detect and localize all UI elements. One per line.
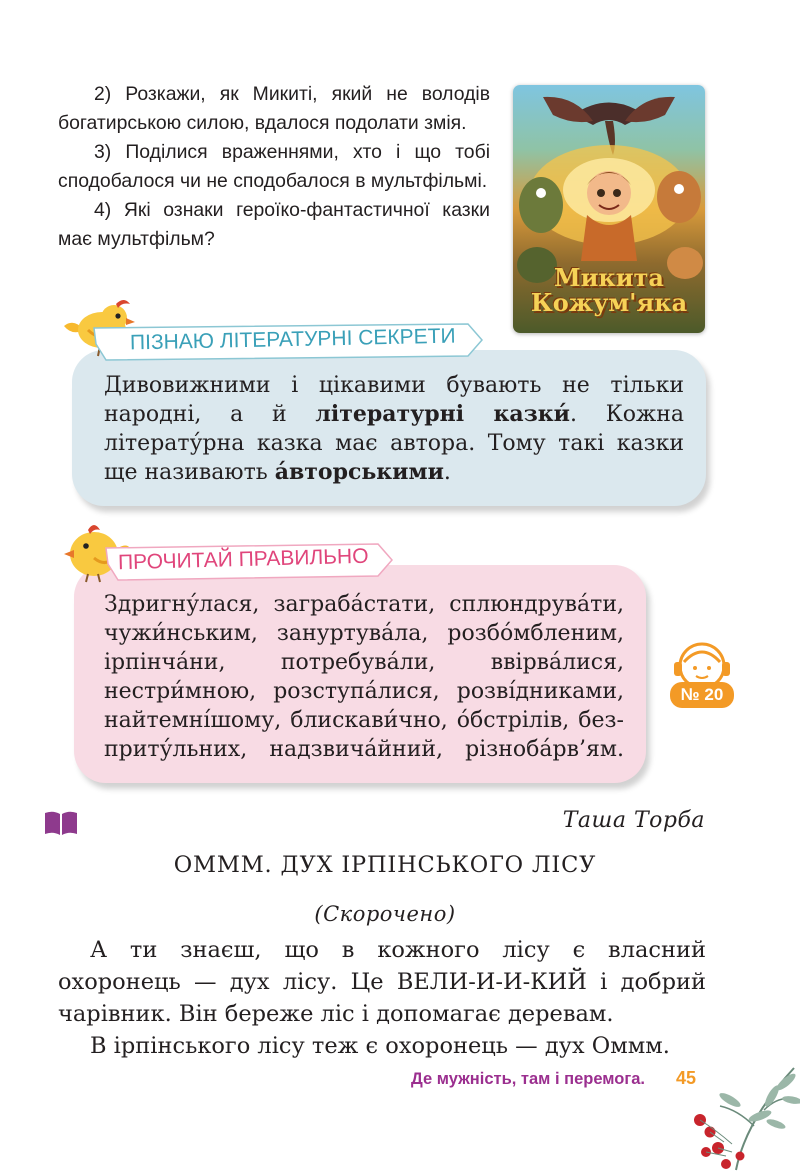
open-book-icon xyxy=(43,810,79,836)
question-4: 4) Які ознаки героїко-фантастичної казки має мультфільм? xyxy=(58,199,490,250)
movie-poster-image xyxy=(513,85,705,333)
story-subtitle: (Скорочено) xyxy=(314,902,456,926)
story-paragraph: В ірпінського лісу теж є охоронець — дух Оммм. xyxy=(90,1033,670,1059)
audio-track-number: № 20 xyxy=(680,685,724,704)
secrets-heading: ПІЗНАЮ ЛІТЕРАТУРНІ СЕКРЕТИ xyxy=(129,324,456,355)
secrets-text xyxy=(104,371,684,487)
story-text xyxy=(58,934,706,1062)
page-number: 45 xyxy=(676,1068,697,1088)
secrets-text-part: Дивовижними і цікавими бувають не тільки народні, а й xyxy=(104,373,684,427)
secrets-paragraph xyxy=(104,371,684,487)
secrets-bold-term: а́вторськими xyxy=(274,459,444,485)
questions-list xyxy=(58,80,490,254)
story-author: Таша Торба xyxy=(562,808,705,833)
word-line: найтемні́шому, блискави́чно, о́бстрілів, без- xyxy=(104,708,624,733)
question-3: 3) Поділися враженнями, хто і що тобі сподобалося чи не сподобалося в мультфільмі. xyxy=(58,141,490,192)
secrets-text-part: . Кожна літерату́рна казка має автора. Тому такі казки ще називають xyxy=(104,402,684,485)
poster-title-line-1: Микита xyxy=(554,263,664,292)
audio-track-badge[interactable] xyxy=(664,638,740,712)
read-correctly-heading: ПРОЧИТАЙ ПРАВИЛЬНО xyxy=(117,544,369,575)
question-2: 2) Розкажи, як Микиті, який не володів богатирською силою, вдалося подолати змія. xyxy=(58,83,490,134)
word-line: Здригну́лася, заграба́стати, сплюндрува́ти, xyxy=(104,592,624,617)
poster-title xyxy=(519,265,699,315)
word-line: чужи́нським, зануртува́ла, розбо́мбленим, xyxy=(104,621,624,646)
berry-branch-decoration xyxy=(676,1060,800,1171)
word-line: ірпінча́ни, потребува́ли, ввірва́лися, xyxy=(104,650,624,675)
story-title: ОММM. ДУХ ІРПІНСЬКОГО ЛІСУ xyxy=(173,852,597,878)
footer-motto: Де мужність, там і перемога. xyxy=(411,1070,645,1088)
word-line: приту́льних, надзвича́йний, різноба́рв’ям. xyxy=(104,737,624,762)
secrets-text-part: . xyxy=(443,460,451,485)
story-paragraph: А ти знаєш, що в кожного лісу є власний охоронець — дух лісу. Це ВЕЛИ-И-И-КИЙ і добрий чарівник. Він береже ліс і допомагає деревам. xyxy=(58,937,706,1027)
read-correctly-words xyxy=(104,590,624,764)
word-line: нестри́мною, розступа́лися, розві́дниками, xyxy=(104,679,624,704)
poster-title-line-2: Кожум'яка xyxy=(530,288,688,317)
secrets-bold-term: літературні казки́ xyxy=(315,401,570,427)
